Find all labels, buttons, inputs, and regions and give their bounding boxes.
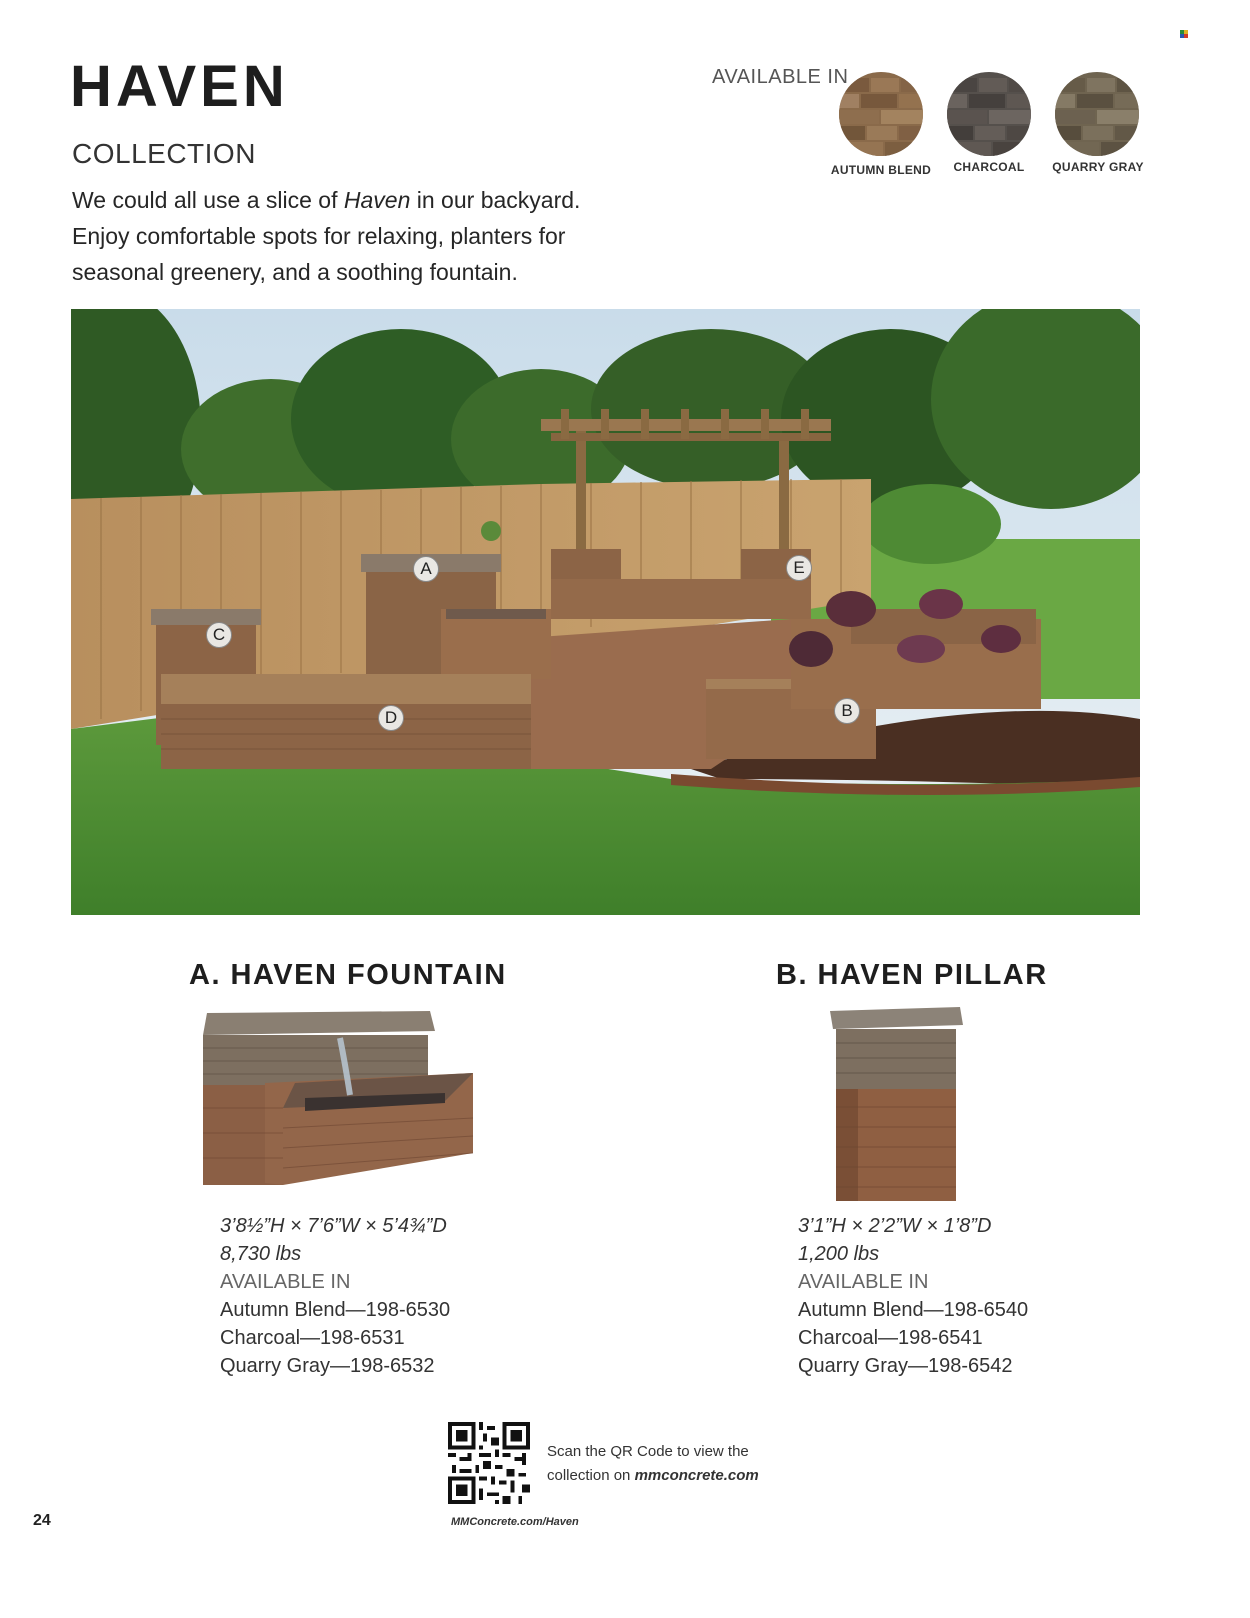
product-a-option: Quarry Gray—198-6532 <box>220 1355 435 1377</box>
fountain-product-image <box>195 1003 480 1203</box>
product-b-specs <box>798 1212 1028 1380</box>
page-title: HAVEN <box>70 54 289 119</box>
marker-b: B <box>834 698 860 724</box>
product-b-option: Autumn Blend—198-6540 <box>798 1299 1029 1321</box>
quarry-gray-texture <box>1055 72 1139 156</box>
qr-text-prefix: collection on <box>547 1467 635 1484</box>
brand-mark-icon <box>1180 30 1188 38</box>
qr-site-link[interactable]: mmconcrete.com <box>634 1467 759 1484</box>
qr-code-icon[interactable] <box>448 1422 530 1504</box>
intro-text-start: We could all use a slice of <box>72 187 344 213</box>
autumn-blend-texture <box>839 72 923 156</box>
product-a-available-label: AVAILABLE IN <box>220 1271 351 1293</box>
marker-e: E <box>786 555 812 581</box>
product-a-option: Charcoal—198-6531 <box>220 1327 405 1349</box>
qr-text-line1: Scan the QR Code to view the <box>547 1443 749 1460</box>
intro-paragraph <box>72 182 632 290</box>
product-b-option: Quarry Gray—198-6542 <box>798 1355 1013 1377</box>
qr-text-line2 <box>547 1464 787 1488</box>
product-a-dimensions: 3’8½”H × 7’6”W × 5’4¾”D <box>220 1215 447 1237</box>
product-a-title: A. HAVEN FOUNTAIN <box>189 959 507 991</box>
qr-instructions <box>547 1440 787 1488</box>
hero-backyard-photo <box>71 309 1140 915</box>
swatch-name-autumn-blend: AUTUMN BLEND <box>830 163 932 177</box>
swatch-charcoal <box>947 72 1031 156</box>
marker-d: D <box>378 705 404 731</box>
intro-text-emphasis: Haven <box>343 187 411 213</box>
swatch-quarry-gray <box>1055 72 1139 156</box>
product-b-dimensions: 3’1”H × 2’2”W × 1’8”D <box>798 1215 992 1237</box>
product-b-weight: 1,200 lbs <box>798 1243 880 1265</box>
intro-text-end: in our backyard. Enjoy comfortable spots for relaxing, planters for seasonal greenery, and a soothing fountain. <box>72 187 581 285</box>
product-a-specs <box>220 1212 450 1380</box>
marker-c: C <box>206 622 232 648</box>
product-a-option: Autumn Blend—198-6530 <box>220 1299 451 1321</box>
swatch-name-charcoal: CHARCOAL <box>953 160 1025 174</box>
product-a-weight: 8,730 lbs <box>220 1243 302 1265</box>
charcoal-texture <box>947 72 1031 156</box>
page-number: 24 <box>33 1512 51 1529</box>
marker-a: A <box>413 556 439 582</box>
availability-label: AVAILABLE IN <box>712 66 849 88</box>
swatch-autumn-blend <box>839 72 923 156</box>
pillar-product-image <box>828 1003 968 1203</box>
page-subtitle: COLLECTION <box>72 138 256 169</box>
product-b-available-label: AVAILABLE IN <box>798 1271 929 1293</box>
product-b-title: B. HAVEN PILLAR <box>776 959 1048 991</box>
product-b-option: Charcoal—198-6541 <box>798 1327 983 1349</box>
backyard-scene <box>71 309 1140 915</box>
footer-url-link[interactable]: MMConcrete.com/Haven <box>451 1516 579 1528</box>
swatch-name-quarry-gray: QUARRY GRAY <box>1052 160 1144 174</box>
